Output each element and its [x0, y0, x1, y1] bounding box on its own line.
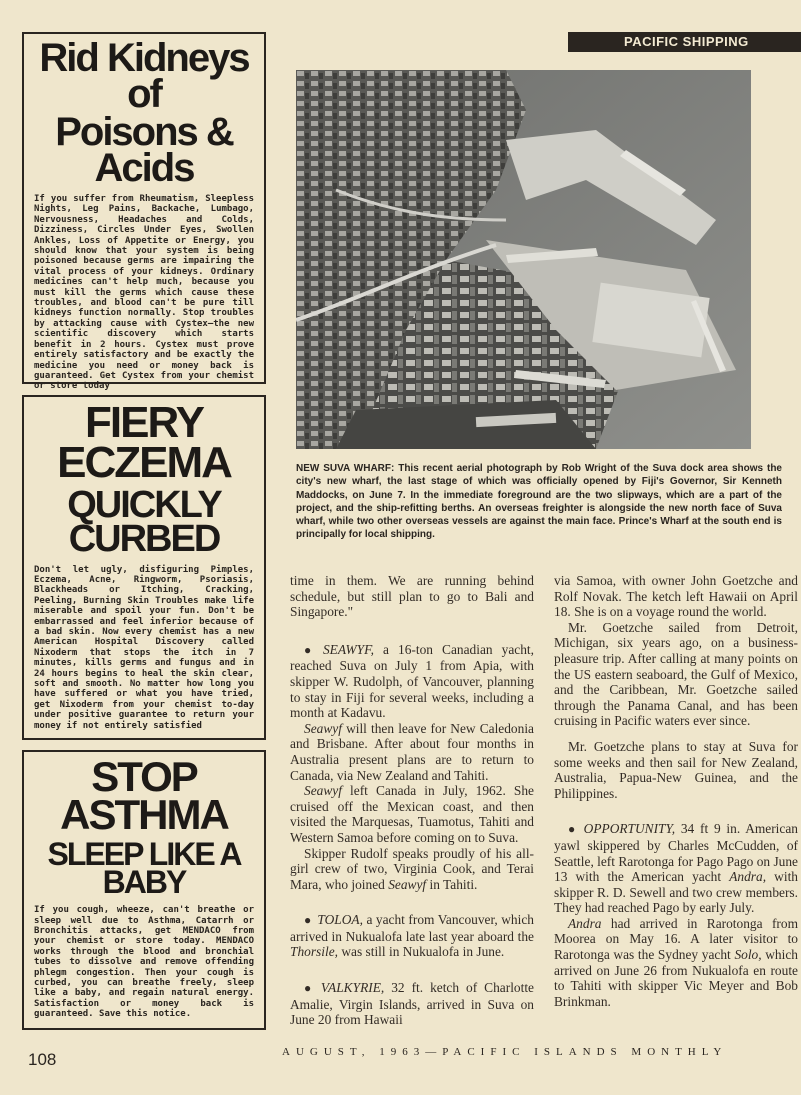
paragraph-text: in Tahiti.	[429, 876, 478, 892]
ad-headline: Rid Kidneys of	[39, 36, 249, 116]
ad-headline: FIERY ECZEMA	[57, 398, 231, 487]
paragraph: via Samoa, with owner John Goetzche and Rolf Novak. The ketch left Hawaii on April 18. She is on a voyage round the world.	[554, 573, 798, 620]
paragraph-text: Skipper Rudolf speaks proudly of his all-girl crew of two, Virginia Cook, and Terai Mara, who joined	[290, 845, 534, 892]
paragraph	[290, 783, 534, 845]
paragraph	[290, 721, 534, 783]
vessel-name: Thorsile,	[290, 944, 338, 960]
vessel-name: Seawyf	[304, 783, 342, 799]
paragraph-text: was still in Nukualofa in June.	[341, 944, 505, 960]
paragraph-text: will then leave for New Caledonia and Brisbane. After about four months in Australia present plans are to return to Canada, via New Zealand and Tahiti.	[290, 720, 534, 783]
paragraph	[554, 821, 798, 916]
ad-headline: QUICKLY CURBED	[67, 484, 221, 561]
paragraph-text: which arrived on June 26 from Nukualofa en route to Tahiti with skipper Vic Meyer and Bob Brinkman.	[554, 947, 798, 1009]
paragraph	[554, 916, 798, 1010]
section-header: PACIFIC SHIPPING	[568, 32, 801, 52]
vessel-name: OPPORTUNITY,	[583, 821, 676, 837]
ad-body-text: If you cough, wheeze, can't breathe or sleep well due to Asthma, Catarrh or Bronchitis attacks, get MENDACO from your chemist or store today. MENDACO works through the blood and bronchial tubes to dissolve and remove offending phlegm congestion. Then your cough is curbed, you can breathe freely, sleep like a baby, and regain natural energy. Satisfaction or money back is guaranteed. Save this notice.	[34, 905, 254, 1020]
paragraph-text: 32 ft. ketch of Charlotte Amalie, Virgin Islands, arrived in Suva on June 20 from Hawaii	[290, 980, 534, 1028]
vessel-name: VALKYRIE,	[320, 980, 385, 996]
photo-caption	[296, 462, 782, 542]
ad-headline: STOP ASTHMA	[60, 753, 228, 838]
paragraph-text: with skipper R. D. Sewell and two crew members. They had reached Pago by early July.	[554, 869, 798, 916]
caption-lead: NEW SUVA WHARF:	[296, 463, 395, 474]
asthma-ad	[22, 750, 266, 1030]
vessel-name: Andra	[568, 915, 602, 931]
ad-body-text: Don't let ugly, disfiguring Pimples, Eczema, Acne, Ringworm, Psoriasis, Blackheads or Itching, Cracking, Peeling, Burning Skin Troubles make life miserable and spoil your fun. Don't be embarrassed and feel inferior because of a bad skin. Now every chemist has a new American Hospital Discovery called Nixoderm that stops the itch in 7 minutes, kills germs and fungus and in 24 hours begins to heal the skin clear, soft and smooth. No matter how long you have suffered or what you have tried, get Nixoderm from your chemist to-day under positive guarantee to return your money if not entirely satisfied	[34, 564, 254, 731]
article-column-1	[290, 573, 534, 1028]
paragraph-text: 34 ft 9 in. American yawl skippered by Charles McCudden, of Seattle, left Rarotonga for Pago Pago on June 13 with the American yacht	[554, 821, 798, 885]
kidney-ad	[22, 32, 266, 392]
ad-headline: SLEEP LIKE A BABY	[47, 835, 241, 901]
vessel-name: Seawyf	[388, 876, 427, 892]
eczema-ad	[22, 395, 266, 740]
page-number: 108	[28, 1050, 57, 1069]
bullet-icon: ●	[568, 822, 578, 837]
paragraph	[290, 980, 534, 1028]
paragraph: time in them. We are running behind schedule, but still plan to go to Bali and Singapore."	[290, 573, 534, 620]
bullet-icon: ●	[304, 642, 317, 657]
paragraph-text: a 16-ton Canadian yacht, reached Suva on July 1 from Apia, with skipper W. Rudolph, of Vancouver, planning to stay in Fiji for several weeks, including a month at Kadavu.	[290, 641, 534, 721]
vessel-name: Andra,	[729, 869, 767, 885]
paragraph-text: left Canada in July, 1962. She cruised off the Mexican coast, and then visited the Marquesas, Tuamotus, Tahiti and Western Samoa before coming on to Suva.	[290, 783, 534, 845]
caption-text: This recent aerial photograph by Rob Wright of the Suva dock area shows the city's new wharf, the last stage of which was officially opened by Fiji's Governor, Sir Kenneth Maddocks, on June 7. In the immediate foreground are the two slipways, which are a part of the project, and the ship-refitting berths. An overseas freighter is alongside the new north face of Suva wharf, while two other overseas vessels are against the main face. Prince's Wharf at the south end is principally for local shipping.	[296, 463, 782, 541]
paragraph: Mr. Goetzche plans to stay at Suva for some weeks and then sail for New Zealand, Australia, Papua-New Guinea, and the Philippines.	[554, 738, 798, 801]
aerial-photo	[296, 70, 751, 449]
paragraph	[290, 642, 534, 721]
paragraph-text: a yacht from Vancouver, which arrived in Nukualofa late last year aboard the	[290, 912, 534, 944]
bullet-icon: ●	[304, 913, 312, 928]
paragraph	[290, 912, 534, 960]
bullet-icon: ●	[304, 981, 315, 996]
ad-body-text: If you suffer from Rheumatism, Sleepless Nights, Leg Pains, Backache, Lumbago, Nervousness, Headaches and Colds, Dizziness, Circles Under Eyes, Swollen Ankles, Loss of Appetite or Energy, you should know that your system is being poisoned because germs are impairing the vital process of your kidneys. Ordinary medicines can't help much, because you must kill the germs which cause these troubles, and blood can't be pure till kidneys function normally. Stop troubles by attacking cause with Cystex—the new scientific discovery which starts benefit in 2 hours. Cystex must prove entirely satisfactory and be exactly the medicine you need or money back is guaranteed. Get Cystex from your chemist or store today	[34, 194, 254, 392]
paragraph-text: had arrived in Rarotonga from Moorea on May 16. A later visitor to Rarotonga was the Sydney yacht	[554, 915, 798, 963]
paragraph	[290, 846, 534, 893]
running-footer: AUGUST, 1963—PACIFIC ISLANDS MONTHLY	[282, 1046, 728, 1058]
vessel-name: Seawyf	[304, 720, 342, 736]
ad-headline: Poisons & Acids	[55, 110, 233, 190]
article-column-2	[554, 573, 798, 1009]
vessel-name: Solo,	[734, 947, 762, 963]
vessel-name: SEAWYF,	[322, 641, 374, 657]
paragraph: Mr. Goetzche sailed from Detroit, Michigan, six years ago, on a business-pleasure trip. After calling at many points on the US eastern seaboard, the Gulf of Mexico, and the Caribbean, Mr. Goetzche sailed through the Panama Canal, and has been cruising in Pacific waters ever since.	[554, 619, 798, 729]
vessel-name: TOLOA,	[317, 912, 363, 928]
